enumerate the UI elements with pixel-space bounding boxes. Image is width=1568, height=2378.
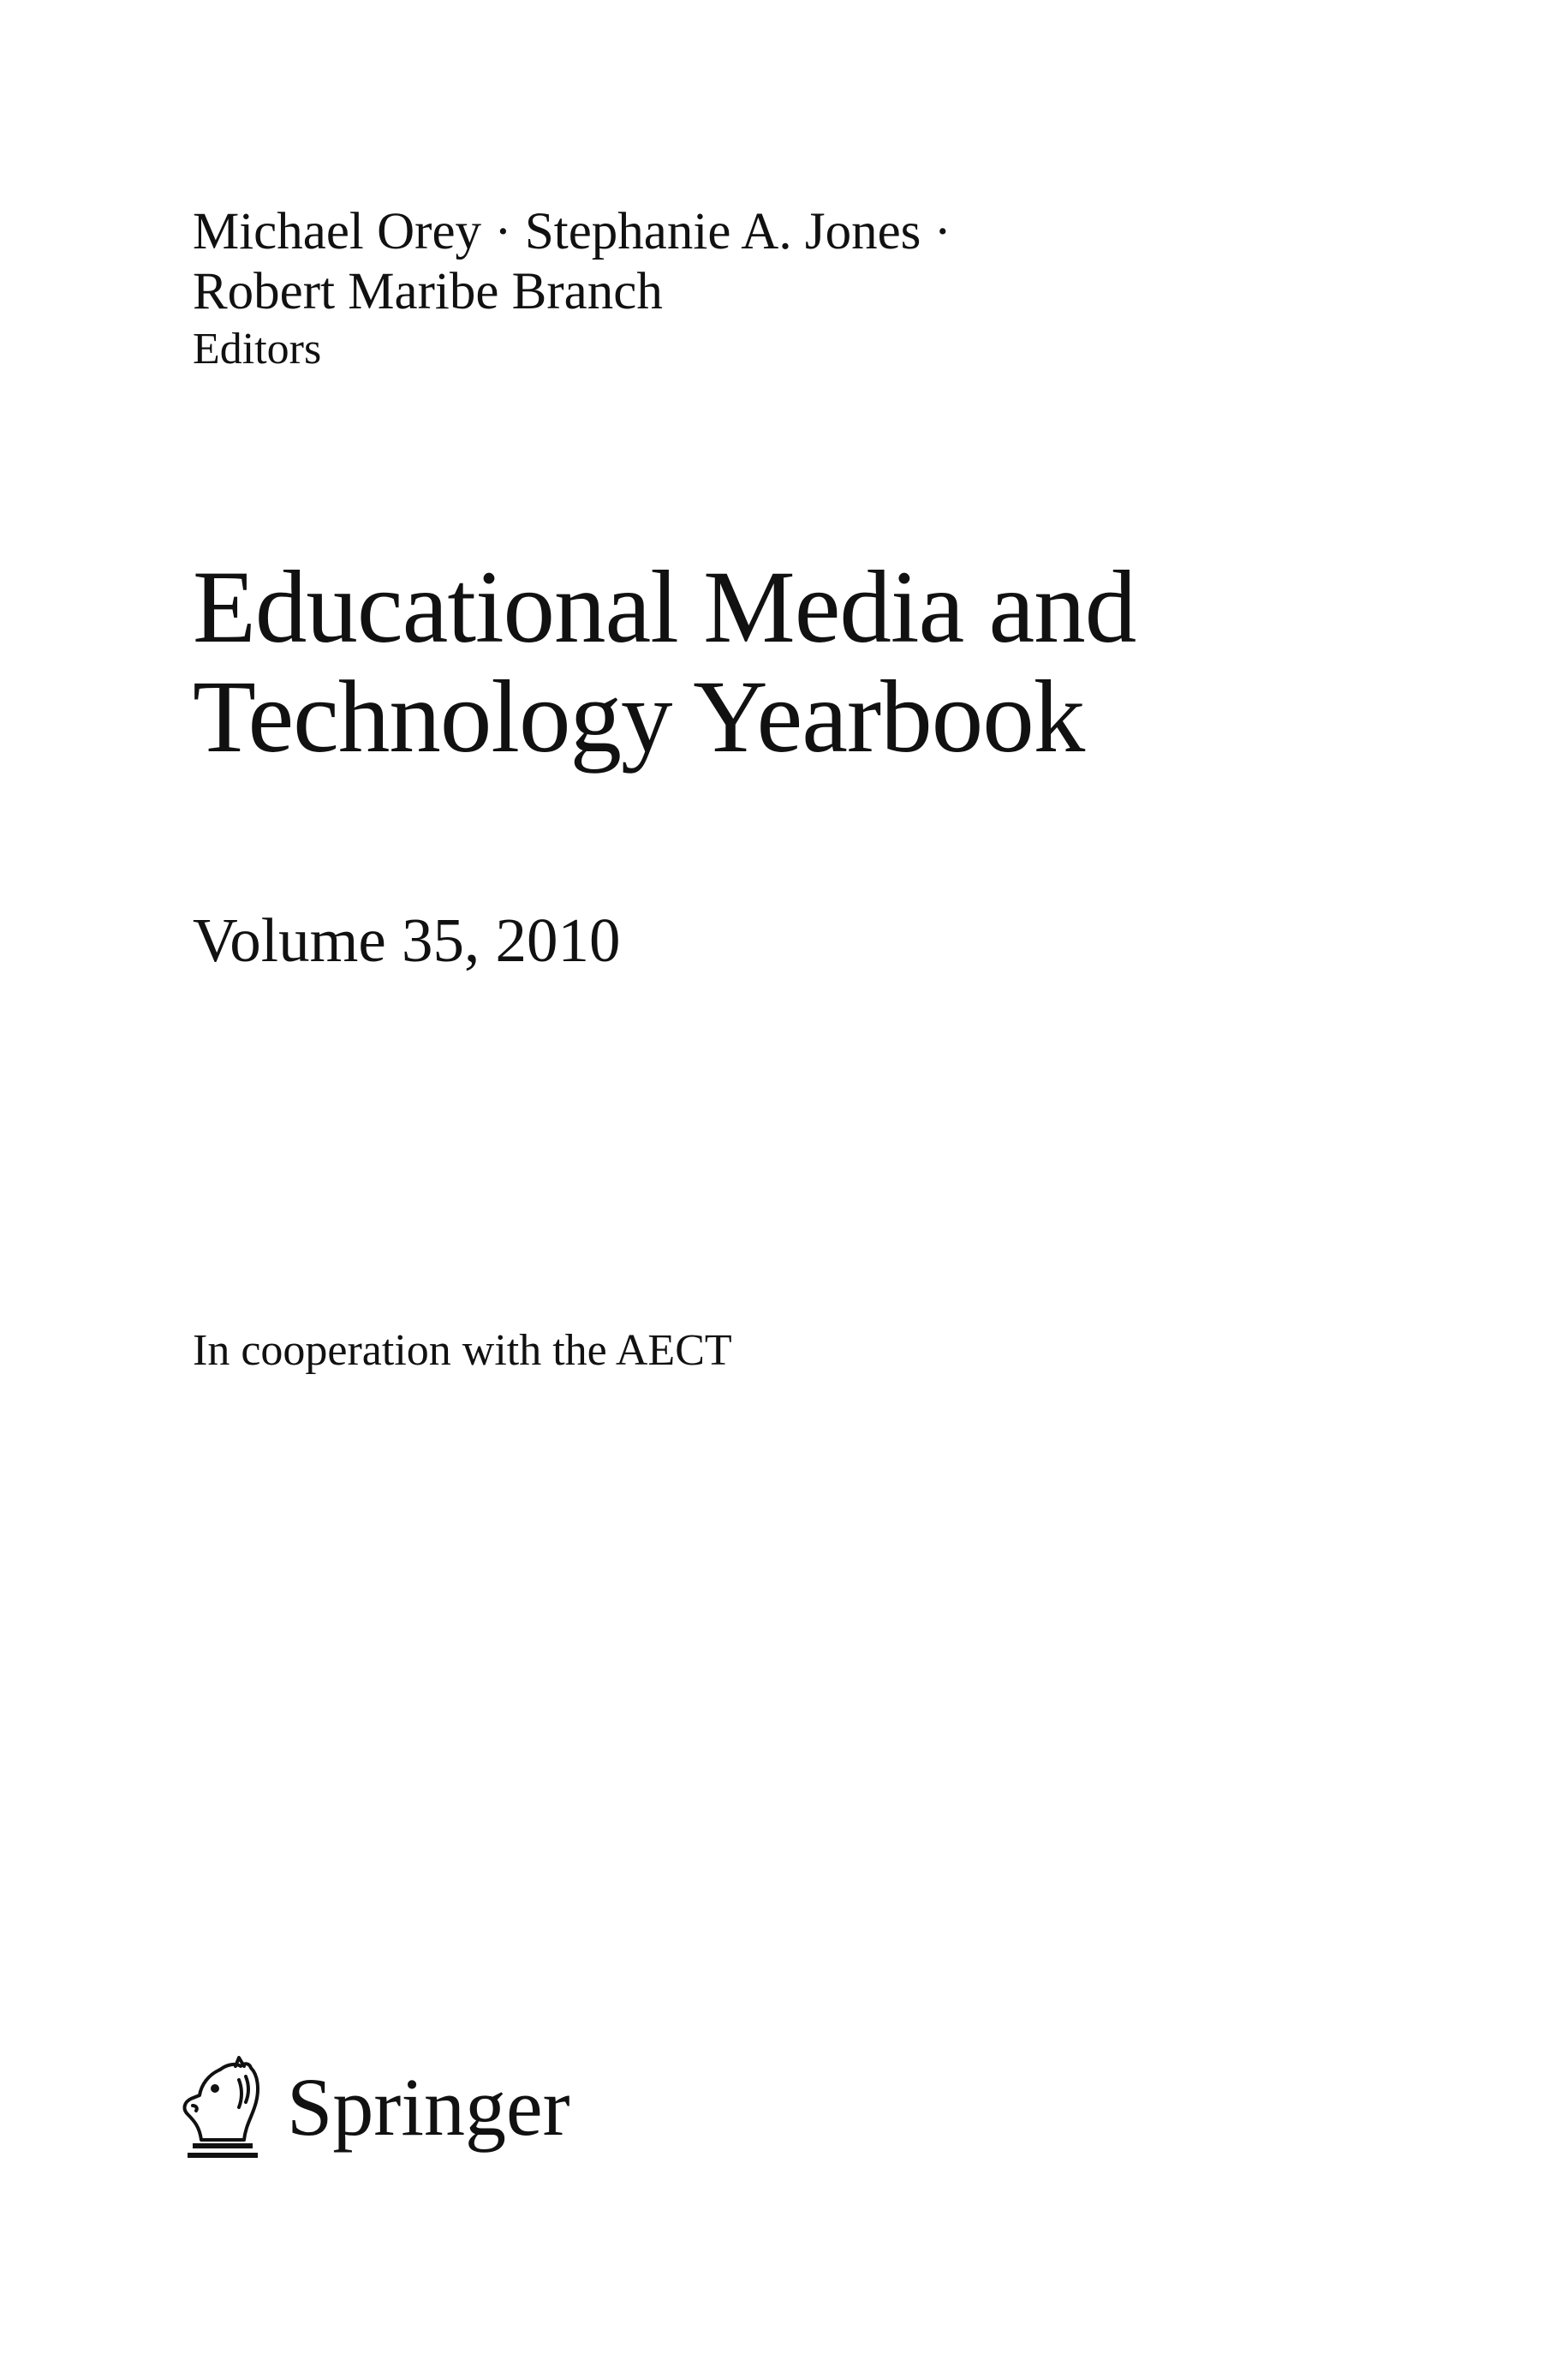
cooperation-note: In cooperation with the AECT bbox=[193, 1326, 732, 1375]
editors-line-2: Robert Maribe Branch bbox=[193, 263, 663, 320]
book-title-line-2: Technology Yearbook bbox=[193, 660, 1085, 774]
knight-horse-icon bbox=[176, 2054, 270, 2161]
book-title bbox=[193, 550, 1136, 774]
publisher-imprint bbox=[176, 2043, 570, 2172]
book-title-line-1: Educational Media and bbox=[193, 550, 1136, 665]
editors-role-label: Editors bbox=[193, 325, 322, 373]
publisher-name: Springer bbox=[287, 2061, 570, 2153]
editors-line-1: Michael Orey · Stephanie A. Jones · bbox=[193, 203, 951, 260]
editors-block bbox=[193, 202, 951, 375]
volume-info: Volume 35, 2010 bbox=[193, 905, 621, 975]
